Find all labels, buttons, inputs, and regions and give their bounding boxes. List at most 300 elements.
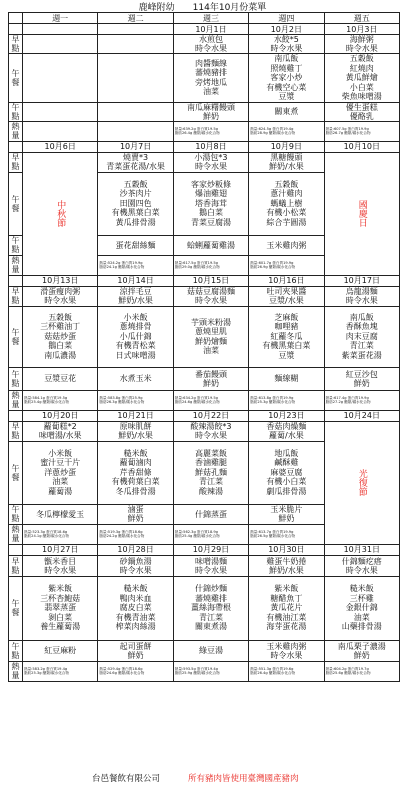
lunch-item: 養生蘿蔔湯 bbox=[40, 622, 81, 632]
date-row bbox=[9, 275, 400, 286]
nutrition-item: 熱量:523.3g 蛋白質18.6g bbox=[24, 529, 68, 534]
snack-item: 綠豆湯 bbox=[198, 646, 223, 655]
date-cell: 10月3日 bbox=[324, 24, 399, 35]
breakfast-item: 燒賣*3 bbox=[123, 153, 149, 162]
snack-item: 水煮玉米 bbox=[119, 374, 152, 383]
row-label-char: 熱 bbox=[11, 122, 20, 131]
row-label-char: 量 bbox=[11, 131, 20, 140]
row-label-char: 點 bbox=[11, 378, 20, 388]
breakfast-cell bbox=[249, 35, 324, 54]
row-label-char: 熱 bbox=[11, 662, 20, 671]
row-label-char: 餐 bbox=[11, 608, 20, 617]
lunch-item: 爆油雞翅 bbox=[194, 189, 227, 199]
lunch-item: 有機青油菜 bbox=[115, 612, 156, 622]
breakfast-cell bbox=[173, 152, 248, 172]
breakfast-cell bbox=[249, 152, 324, 172]
row-label-calories bbox=[9, 121, 23, 141]
lunch-cell bbox=[23, 441, 98, 504]
lunch-item: 蔥汁雞肉 bbox=[270, 189, 303, 199]
nutrition-cell bbox=[173, 390, 248, 410]
breakfast-cell bbox=[98, 286, 173, 306]
breakfast-item: 滑蛋瘦肉粥 bbox=[40, 287, 81, 296]
lunch-item: 紫米飯 bbox=[48, 584, 73, 594]
breakfast-cell bbox=[173, 286, 248, 306]
nutrition-item: 脂肪25.9g 醣類/碳水化合物 bbox=[174, 671, 220, 675]
nutrition-item: 熱量:613.8g 蛋白質19.9g bbox=[250, 395, 294, 400]
lunch-item: 小米飯 bbox=[48, 448, 73, 458]
breakfast-item: 鮮奶/水果 bbox=[118, 296, 153, 305]
breakfast-item: 時令水果 bbox=[44, 296, 77, 305]
snack-item: 鮮奶 bbox=[127, 514, 144, 523]
nutrition-item: 脂肪27.2g 醣類/碳水化合物 bbox=[325, 400, 371, 404]
nutrition-item: 熱量:551.3g 蛋白質19.6g bbox=[250, 666, 294, 671]
row-label-lunch bbox=[9, 54, 23, 103]
breakfast-row bbox=[9, 555, 400, 576]
nutrition-cell bbox=[324, 661, 399, 681]
nutrition-item: 脂肪26.4g 醣類/碳水化合物 bbox=[250, 671, 296, 675]
breakfast-row bbox=[9, 35, 400, 54]
date-cell: 10月17日 bbox=[324, 275, 399, 286]
snack-item: 紅豆麻粉 bbox=[44, 646, 77, 655]
row-label-char: 早 bbox=[11, 287, 20, 296]
lunch-cell bbox=[173, 576, 248, 640]
row-label-char: 午 bbox=[11, 599, 20, 608]
lunch-item: 芋頭米粉湯 bbox=[190, 317, 231, 327]
snack-item: 鮮奶 bbox=[353, 650, 370, 660]
holiday-cell bbox=[324, 152, 399, 275]
breakfast-cell bbox=[173, 555, 248, 576]
snack-cell bbox=[249, 640, 324, 661]
nutrition-item: 熱量:617.4g 蛋白質19.9g bbox=[325, 395, 369, 400]
breakfast-item: 時令水果 bbox=[44, 565, 77, 575]
row-label-char: 早 bbox=[11, 35, 20, 44]
holiday-label: 國慶日 bbox=[356, 200, 367, 227]
lunch-item: 三杯雞油丁 bbox=[40, 322, 81, 332]
row-label-char: 午 bbox=[11, 194, 20, 204]
date-cell: 10月6日 bbox=[23, 141, 98, 152]
lunch-item: 山藥排骨湯 bbox=[341, 622, 382, 632]
lunch-item: 翡翠蒸蛋 bbox=[44, 603, 77, 613]
row-label-snack bbox=[9, 367, 23, 390]
lunch-item: 五穀飯 bbox=[123, 179, 148, 189]
nutrition-item: 脂肪29.0g 醣類/碳水化合物 bbox=[174, 265, 220, 269]
lunch-cell bbox=[23, 306, 98, 367]
breakfast-item: 鮮奶/水果 bbox=[269, 162, 304, 171]
lunch-item: 剝白菜 bbox=[48, 612, 73, 622]
lunch-item: 有機荷葉白菜 bbox=[111, 477, 160, 487]
nutrition-item: 熱量:617.5g 蛋白質19.5g bbox=[174, 260, 218, 265]
lunch-item: 南瓜濃湯 bbox=[44, 350, 77, 360]
date-row bbox=[9, 24, 400, 35]
lunch-row bbox=[9, 306, 400, 367]
row-label-char: 點 bbox=[11, 650, 20, 660]
lunch-cell bbox=[249, 54, 324, 103]
lunch-item: 有機黑葉白菜 bbox=[262, 341, 311, 351]
row-label-char: 熱 bbox=[11, 391, 20, 400]
snack-cell bbox=[249, 504, 324, 524]
breakfast-cell bbox=[249, 421, 324, 441]
breakfast-item: 時令水果 bbox=[119, 565, 152, 575]
date-cell: 10月21日 bbox=[98, 410, 173, 421]
breakfast-item: 小湯包*3 bbox=[194, 153, 228, 162]
lunch-item: 豆漿 bbox=[278, 92, 295, 101]
date-cell: 10月24日 bbox=[324, 410, 399, 421]
snack-row bbox=[9, 640, 400, 661]
nutrition-item: 熱量:613.7g 蛋白質19.9g bbox=[250, 529, 294, 534]
lunch-item: 海芽蛋花湯 bbox=[266, 622, 307, 632]
breakfast-cell bbox=[23, 421, 98, 441]
row-label-char: 早 bbox=[11, 556, 20, 566]
nutrition-cell bbox=[98, 524, 173, 544]
date-cell: 10月9日 bbox=[249, 141, 324, 152]
snack-item: 玉米雞肉粥 bbox=[266, 240, 307, 250]
breakfast-item: 烏龍湯麵 bbox=[345, 287, 378, 296]
row-label-snack bbox=[9, 102, 23, 121]
nutrition-cell bbox=[98, 390, 173, 410]
nutrition-item: 脂肪25.4g 醣類/碳水化合物 bbox=[24, 400, 69, 404]
lunch-cell bbox=[173, 441, 248, 504]
lunch-item: 豆漿 bbox=[278, 350, 295, 360]
snack-item: 豆漿豆花 bbox=[44, 374, 77, 383]
lunch-cell bbox=[173, 172, 248, 235]
lunch-item: 肉醬麵線 bbox=[194, 58, 227, 68]
snack-item: 滷蛋 bbox=[127, 505, 144, 514]
date-cell: 10月7日 bbox=[98, 141, 173, 152]
weekday-header: 週二 bbox=[98, 13, 173, 24]
nutrition-cell bbox=[173, 255, 248, 275]
nutrition-item: 脂肪26.7g 醣類/碳水化合物 bbox=[325, 131, 371, 135]
breakfast-row bbox=[9, 286, 400, 306]
lunch-cell bbox=[249, 306, 324, 367]
lunch-item: 油菜 bbox=[353, 612, 370, 622]
lunch-item: 油菜 bbox=[202, 346, 219, 355]
nutrition-cell bbox=[98, 121, 173, 141]
lunch-cell bbox=[23, 54, 98, 103]
snack-cell bbox=[249, 235, 324, 255]
lunch-item: 蜜汁豆干片 bbox=[40, 458, 81, 468]
breakfast-cell bbox=[173, 421, 248, 441]
nutrition-cell bbox=[324, 390, 399, 410]
nutrition-cell bbox=[249, 121, 324, 141]
snack-item: 鮮奶 bbox=[202, 111, 219, 121]
lunch-item: 客家炒粄條 bbox=[190, 179, 231, 189]
lunch-item: 香酥魚塊 bbox=[345, 322, 378, 332]
date-cell: 10月15日 bbox=[173, 275, 248, 286]
row-label-calories bbox=[9, 524, 23, 544]
lunch-item: 鮮奶燴麵 bbox=[194, 336, 227, 346]
row-label-char: 熱 bbox=[11, 525, 20, 534]
breakfast-item: 時令水果 bbox=[345, 565, 378, 575]
breakfast-item: 涼拌毛豆 bbox=[119, 287, 152, 296]
corner-cell bbox=[9, 141, 23, 152]
nutrition-item: 熱量:529.4g 蛋白質18.6g bbox=[99, 666, 143, 671]
nutrition-item: 脂肪28.9g 醣類/碳水化合物 bbox=[250, 131, 296, 135]
breakfast-item: 味噌湯/水果 bbox=[38, 431, 82, 440]
breakfast-row bbox=[9, 421, 400, 441]
lunch-item: 黃瓜花片 bbox=[270, 603, 303, 613]
date-cell: 10月20日 bbox=[23, 410, 98, 421]
lunch-row bbox=[9, 54, 400, 103]
row-label-char: 餐 bbox=[11, 336, 20, 346]
corner-cell bbox=[9, 544, 23, 555]
breakfast-item: 時令水果 bbox=[194, 44, 227, 53]
breakfast-item: 海鮮粥 bbox=[349, 35, 374, 44]
nutrition-item: 熱量:562.3g 蛋白質18.9g bbox=[174, 529, 218, 534]
nutrition-item: 熱量:607.5g 蛋白質19.9g bbox=[325, 126, 369, 131]
corner-cell bbox=[9, 13, 23, 24]
snack-item: 起司蛋餅 bbox=[119, 641, 152, 651]
lunch-item: 紫菜蛋花湯 bbox=[341, 350, 382, 360]
date-cell: 10月10日 bbox=[324, 141, 399, 152]
row-label-char: 量 bbox=[11, 265, 20, 274]
lunch-item: 小米飯 bbox=[123, 312, 148, 322]
lunch-item: 日式味噌湯 bbox=[115, 350, 156, 360]
date-cell: 10月29日 bbox=[173, 544, 248, 555]
breakfast-item: 菇菇豆腐湯麵 bbox=[186, 287, 235, 296]
menu-table bbox=[8, 12, 400, 682]
corner-cell bbox=[9, 275, 23, 286]
nutrition-cell bbox=[249, 390, 324, 410]
breakfast-cell bbox=[23, 35, 98, 54]
lunch-item: 蘿蔔滷肉 bbox=[119, 458, 152, 468]
breakfast-item: 時令水果 bbox=[345, 296, 378, 305]
nutrition-cell bbox=[249, 255, 324, 275]
lunch-item: 有機小白菜 bbox=[266, 477, 307, 487]
row-label-breakfast bbox=[9, 555, 23, 576]
lunch-cell bbox=[324, 306, 399, 367]
snack-item: 南瓜麻糬饅頭 bbox=[186, 102, 235, 112]
lunch-item: 三杯杏鮑菇 bbox=[40, 593, 81, 603]
calories-row bbox=[9, 121, 400, 141]
lunch-item: 咖哩豬 bbox=[274, 322, 299, 332]
corner-cell bbox=[9, 24, 23, 35]
lunch-item: 塔香海茸 bbox=[194, 198, 227, 208]
row-label-calories bbox=[9, 661, 23, 681]
lunch-item: 芹香甜條 bbox=[119, 467, 152, 477]
snack-item: 蛤蜊蘿蔔雞湯 bbox=[186, 240, 235, 250]
lunch-cell bbox=[249, 441, 324, 504]
lunch-item: 沙茶肉片 bbox=[119, 189, 152, 199]
row-label-lunch bbox=[9, 441, 23, 504]
row-label-lunch bbox=[9, 576, 23, 640]
date-cell: 10月1日 bbox=[173, 24, 248, 35]
page-title: 鹿峰附幼 114年10月份菜單 bbox=[138, 3, 267, 13]
row-label-char: 量 bbox=[11, 671, 20, 680]
breakfast-cell bbox=[249, 555, 324, 576]
breakfast-cell bbox=[324, 555, 399, 576]
lunch-item: 菇菇炒蛋 bbox=[44, 331, 77, 341]
row-label-char: 午 bbox=[11, 369, 20, 379]
row-label-lunch bbox=[9, 172, 23, 235]
lunch-item: 芝麻飯 bbox=[274, 312, 299, 322]
lunch-item: 田園四色 bbox=[119, 198, 152, 208]
row-label-char: 熱 bbox=[11, 256, 20, 265]
weekday-header: 週三 bbox=[173, 13, 248, 24]
nutrition-item: 熱量:524.2g 蛋白質19.9g bbox=[99, 260, 143, 265]
row-label-char: 早 bbox=[11, 422, 20, 431]
lunch-item: 青江菜 bbox=[198, 477, 223, 487]
breakfast-item: 水餃*5 bbox=[273, 35, 299, 44]
breakfast-cell bbox=[98, 35, 173, 54]
snack-item: 什錦蒸蛋 bbox=[194, 509, 227, 519]
lunch-cell bbox=[23, 576, 98, 640]
lunch-item: 綜合芋圓湯 bbox=[266, 217, 307, 227]
weekday-header-row bbox=[9, 13, 400, 24]
breakfast-cell bbox=[98, 555, 173, 576]
breakfast-item: 水煎包 bbox=[198, 35, 223, 44]
breakfast-item: 時令水果 bbox=[194, 296, 227, 305]
row-label-char: 點 bbox=[11, 431, 20, 440]
breakfast-item: 什錦麵疙瘩 bbox=[341, 556, 382, 566]
lunch-item: 紫米飯 bbox=[274, 584, 299, 594]
breakfast-cell bbox=[173, 35, 248, 54]
snack-item: 鮮奶 bbox=[127, 650, 144, 660]
row-label-char: 餐 bbox=[11, 472, 20, 482]
lunch-cell bbox=[249, 172, 324, 235]
snack-cell bbox=[173, 235, 248, 255]
snack-cell bbox=[324, 367, 399, 390]
breakfast-item: 蘿蔔/水果 bbox=[269, 431, 304, 440]
row-label-char: 午 bbox=[11, 68, 20, 78]
breakfast-item: 豆漿/水果 bbox=[269, 296, 304, 305]
row-label-char: 午 bbox=[11, 327, 20, 337]
snack-cell bbox=[23, 504, 98, 524]
breakfast-item: 甑米香目 bbox=[44, 556, 77, 566]
lunch-cell bbox=[324, 54, 399, 103]
calories-row bbox=[9, 390, 400, 410]
lunch-cell bbox=[249, 576, 324, 640]
date-cell: 10月28日 bbox=[98, 544, 173, 555]
row-label-char: 午 bbox=[11, 236, 20, 245]
holiday-label: 中秋節 bbox=[55, 200, 66, 227]
lunch-item: 螞蟻上樹 bbox=[270, 198, 303, 208]
date-cell: 10月27日 bbox=[23, 544, 98, 555]
lunch-item: 紅燒肉 bbox=[349, 63, 374, 73]
nutrition-item: 脂肪26.5g 醣類/碳水化合物 bbox=[250, 534, 296, 538]
nutrition-item: 熱量:601.7g 蛋白質19.9g bbox=[250, 260, 294, 265]
row-label-breakfast bbox=[9, 35, 23, 54]
lunch-item: 有機油江菜 bbox=[266, 612, 307, 622]
date-cell bbox=[23, 24, 98, 35]
row-label-char: 點 bbox=[11, 111, 20, 121]
date-cell: 10月2日 bbox=[249, 24, 324, 35]
holiday-cell bbox=[23, 152, 98, 275]
snack-item: 鮮奶 bbox=[278, 514, 295, 523]
date-row bbox=[9, 410, 400, 421]
nutrition-item: 脂肪25.3g 醣類/碳水化合物 bbox=[250, 400, 296, 404]
breakfast-cell bbox=[23, 286, 98, 306]
lunch-item: 黃瓜鮮燴 bbox=[345, 73, 378, 82]
row-label-char: 午 bbox=[11, 505, 20, 514]
row-label-char: 餐 bbox=[11, 203, 20, 213]
lunch-item: 蔥燒排骨 bbox=[119, 322, 152, 332]
lunch-item: 小白菜 bbox=[349, 82, 374, 92]
date-cell: 10月13日 bbox=[23, 275, 98, 286]
lunch-item: 糙米飯 bbox=[123, 448, 148, 458]
pork-notice: 所有豬肉皆使用臺灣國產豬肉 bbox=[188, 774, 299, 784]
lunch-item: 什錦炒麵 bbox=[194, 584, 227, 594]
row-label-char: 點 bbox=[11, 44, 20, 53]
breakfast-item: 時令水果 bbox=[194, 565, 227, 575]
breakfast-item: 吐司夾果醬 bbox=[266, 287, 307, 296]
lunch-item: 柴魚味噌湯 bbox=[341, 92, 382, 101]
breakfast-item: 鮮奶/水果 bbox=[269, 565, 304, 575]
lunch-item: 黃瓜排骨湯 bbox=[115, 217, 156, 227]
snack-item: 蛋花甜絲麵 bbox=[115, 240, 156, 250]
lunch-item: 蘿蔔湯 bbox=[48, 486, 73, 496]
nutrition-item: 脂肪24.6g 醣類/碳水化合物 bbox=[174, 400, 220, 404]
lunch-item: 蔥燒里肌 bbox=[194, 327, 227, 336]
company-name: 台邑餐飲有限公司 bbox=[92, 774, 161, 784]
lunch-item: 有機空心菜 bbox=[266, 82, 307, 92]
snack-cell bbox=[324, 102, 399, 121]
lunch-cell bbox=[98, 306, 173, 367]
lunch-item: 油菜 bbox=[202, 87, 219, 97]
snack-cell bbox=[173, 640, 248, 661]
breakfast-item: 蘿蔔糕*2 bbox=[43, 422, 77, 431]
lunch-item: 蕃燒豬排 bbox=[194, 68, 227, 78]
lunch-item: 旁烤地瓜 bbox=[194, 77, 227, 87]
lunch-item: 洋蔥炒蛋 bbox=[44, 467, 77, 477]
nutrition-item: 熱量:639.2g 蛋白質19.5g bbox=[174, 126, 218, 131]
lunch-item: 糙米飯 bbox=[123, 584, 148, 594]
row-label-snack bbox=[9, 504, 23, 524]
nutrition-item: 脂肪24.2g 醣類/碳水化合物 bbox=[99, 534, 145, 538]
snack-cell bbox=[23, 102, 98, 121]
row-label-calories bbox=[9, 255, 23, 275]
lunch-cell bbox=[173, 306, 248, 367]
breakfast-item: 砂鍋魚湯 bbox=[119, 556, 152, 566]
breakfast-cell bbox=[249, 286, 324, 306]
lunch-item: 關東煮湯 bbox=[194, 622, 227, 632]
snack-item: 優酪乳 bbox=[349, 111, 374, 121]
snack-cell bbox=[173, 504, 248, 524]
date-cell: 10月30日 bbox=[249, 544, 324, 555]
row-label-char: 午 bbox=[11, 463, 20, 473]
snack-cell bbox=[23, 640, 98, 661]
breakfast-item: 鮮奶/水果 bbox=[118, 431, 153, 440]
breakfast-item: 青菜蛋花湯/水果 bbox=[106, 162, 165, 171]
breakfast-cell bbox=[324, 286, 399, 306]
snack-cell bbox=[249, 367, 324, 390]
lunch-item: 有機小松菜 bbox=[266, 208, 307, 218]
weekday-header: 週五 bbox=[324, 13, 399, 24]
lunch-item: 五穀飯 bbox=[349, 54, 374, 63]
breakfast-cell bbox=[98, 152, 173, 172]
nutrition-item: 脂肪26.4g 醣類/碳水化合物 bbox=[174, 131, 220, 135]
breakfast-item: 酸辣湯餃*3 bbox=[190, 422, 232, 431]
lunch-item: 五穀飯 bbox=[274, 179, 299, 189]
nutrition-item: 脂肪25.6g 醣類/碳水化合物 bbox=[325, 671, 371, 675]
nutrition-cell bbox=[173, 121, 248, 141]
lunch-cell bbox=[98, 172, 173, 235]
snack-cell bbox=[173, 367, 248, 390]
snack-cell bbox=[98, 504, 173, 524]
nutrition-cell bbox=[173, 661, 248, 681]
breakfast-cell bbox=[324, 35, 399, 54]
date-cell: 10月14日 bbox=[98, 275, 173, 286]
weekday-header: 週四 bbox=[249, 13, 324, 24]
lunch-item: 蕃燒雞排 bbox=[194, 593, 227, 603]
nutrition-cell bbox=[249, 661, 324, 681]
snack-item: 關東煮 bbox=[274, 107, 299, 116]
lunch-item: 五穀飯 bbox=[48, 312, 73, 322]
nutrition-item: 脂肪26.3g 醣類/碳水化合物 bbox=[99, 400, 145, 404]
lunch-item: 鮮菇孔麵 bbox=[194, 467, 227, 477]
nutrition-item: 熱量:624.5g 蛋白質19.4g bbox=[250, 126, 294, 131]
snack-item: 鮮奶 bbox=[202, 378, 219, 388]
row-label-char: 早 bbox=[11, 153, 20, 162]
